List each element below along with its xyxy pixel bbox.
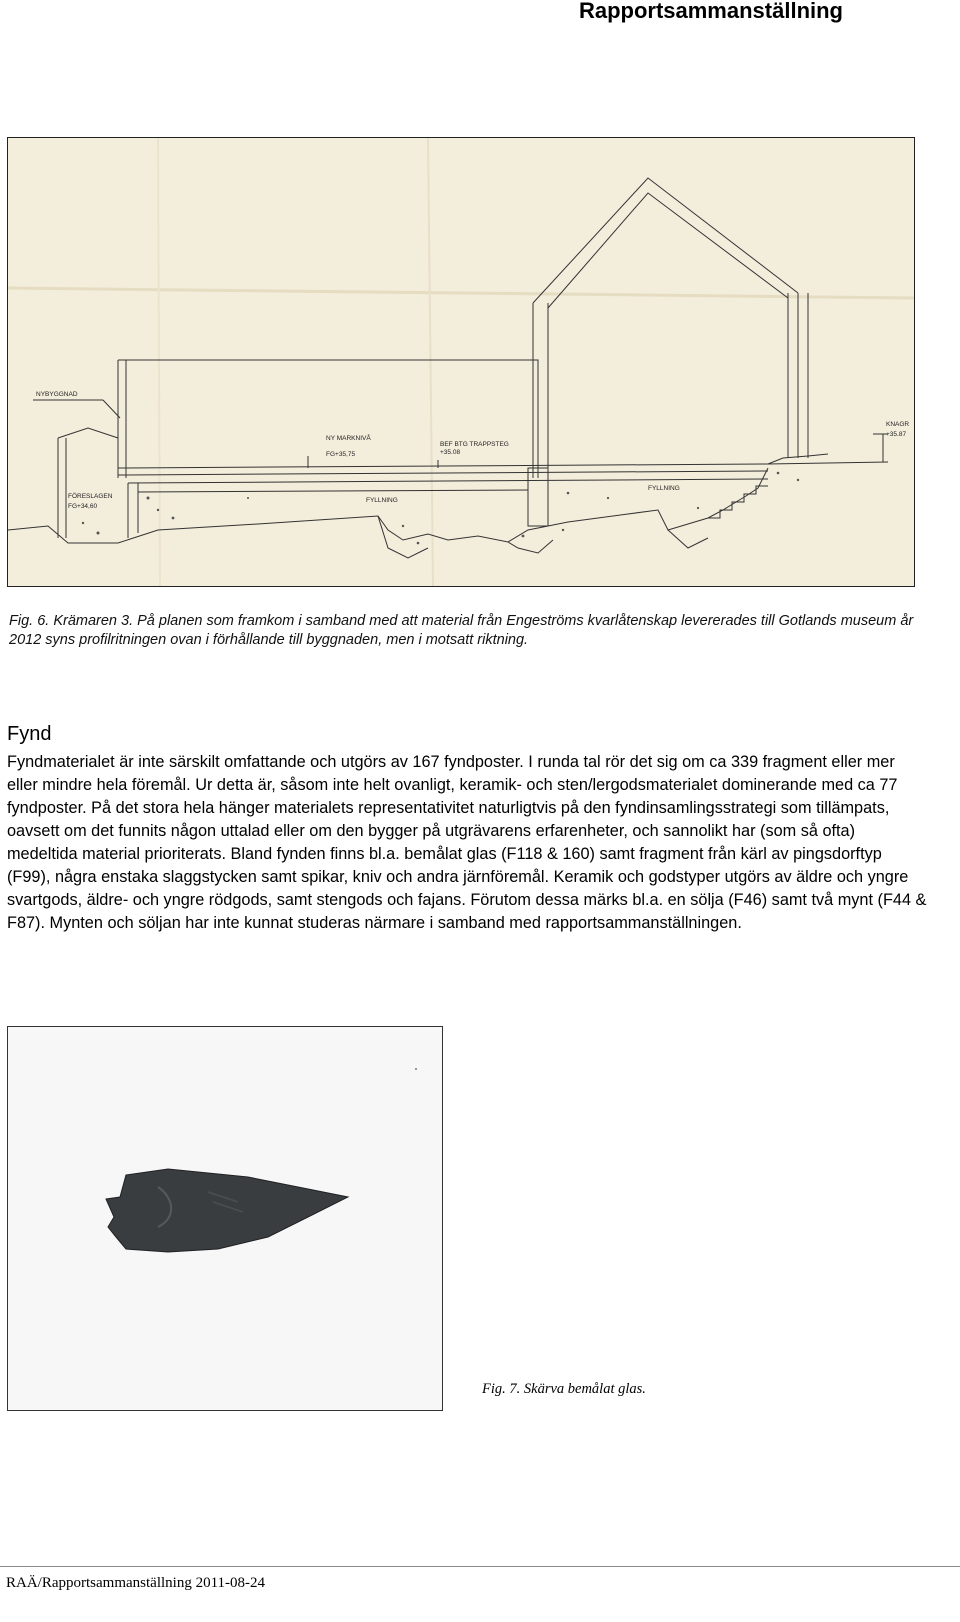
label-nybyggnad: NYBYGGNAD xyxy=(36,391,78,398)
footer-divider xyxy=(0,1566,960,1567)
label-ny-markniva: NY MARKNIVÅ xyxy=(326,435,371,442)
profile-drawing-figure xyxy=(7,137,915,587)
profile-drawing xyxy=(8,138,914,586)
section-heading: Fynd xyxy=(7,723,52,745)
figure-7-caption: Fig. 7. Skärva bemålat glas. xyxy=(482,1381,646,1397)
section-body: Fyndmaterialet är inte särskilt omfattande och utgörs av 167 fyndposter. I runda tal rör det sig om ca 339 fragment eller mer eller mindre hela föremål. Ur detta är, såsom inte helt ovanligt, keramik- och sten/lergodsmaterialet dominerande med ca 77 fyndposter. På det stora hela hänger materialets representativitet naturligtvis på den fyndinsamlingsstrategi som tillämpats, oavsett om det funnits någon uttalad eller om den bygger på utgrävarens erfarenheter, och sannolikt har (som så ofta) medeltida material prioriterats. Bland fynden finns bl.a. bemålat glas (F118 & 160) samt fragment från kärl av pingsdorftyp (F99), några enstaka slaggstycken samt spikar, kniv och andra järnföremål. Keramik och godstyper utgörs av äldre och yngre svartgods, äldre- och yngre rödgods, samt stengods och fajans. Förutom dessa märks bl.a. en sölja (F46) samt två mynt (F44 & F87). Mynten och söljan har inte kunnat studeras närmare i samband med rapportsammanställningen. xyxy=(7,753,927,932)
label-bef-val: +35.08 xyxy=(440,449,461,456)
label-bef-btg: BEF BTG TRAPPSTEG xyxy=(440,441,509,448)
page-header-title: Rapportsammanställning xyxy=(578,0,843,23)
label-fg-mid: FG+35,75 xyxy=(326,451,356,458)
figure-6-caption: Fig. 6. Krämaren 3. På planen som framkom i samband med att material från Engeströms kvarlåtenskap levererades till Gotlands museum år 2012 syns profilritningen ovan i förhållande till byggnaden, men i motsatt riktning. xyxy=(9,613,914,648)
glass-shard-photo xyxy=(7,1026,443,1411)
label-fg-low: FG+34,60 xyxy=(68,503,98,510)
footer-text: RAÄ/Rapportsammanställning 2011-08-24 xyxy=(6,1575,265,1591)
label-knagr-val: +35.87 xyxy=(886,431,907,438)
label-foreslagen: FÖRESLAGEN xyxy=(68,493,113,500)
glass-shard-image xyxy=(8,1027,442,1410)
label-fyllning-1: FYLLNING xyxy=(366,497,398,504)
label-fyllning-2: FYLLNING xyxy=(648,485,680,492)
label-knagr: KNAGR xyxy=(886,421,910,428)
